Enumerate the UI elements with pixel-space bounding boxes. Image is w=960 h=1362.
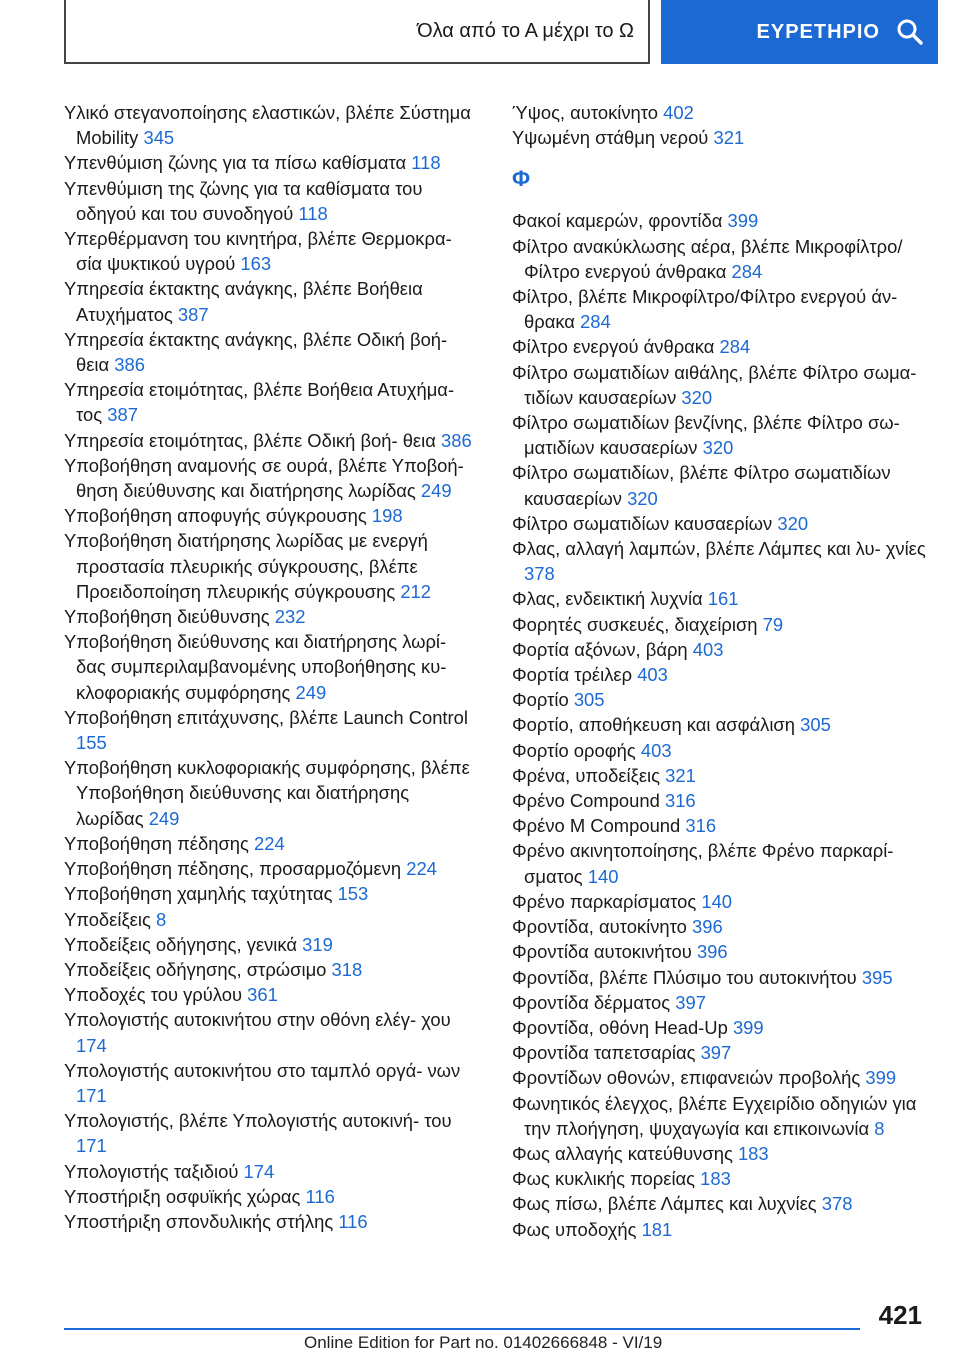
index-entry [512,662,932,687]
index-entry-text: Φρένο ακινητοποίησης, βλέπε Φρένο παρκαρί‐ σματος [512,840,894,887]
index-entry [512,586,932,611]
index-entry [512,410,932,460]
index-entry [64,1184,480,1209]
page-reference-link[interactable]: 249 [295,681,327,703]
index-entry-text: Υποβοήθηση διεύθυνσης [64,606,270,628]
page-reference-link[interactable]: 181 [641,1218,673,1240]
index-entry [512,334,932,359]
page-reference-link[interactable]: 386 [440,429,472,451]
page-reference-link[interactable]: 232 [274,606,306,628]
index-entry-text: Φορτίο, αποθήκευση και ασφάλιση [512,714,795,736]
index-entry [512,612,932,637]
index-entry-text: Φλας, ενδεικτική λυχνία [512,588,703,610]
index-entry-text: Φροντίδα δέρματος [512,991,671,1013]
page-reference-link[interactable]: 118 [411,152,441,174]
section-letter-heading: Φ [512,166,531,192]
search-icon[interactable] [896,18,924,46]
index-entry [64,503,480,528]
index-entry-text: Φλας, αλλαγή λαμπών, βλέπε Λάμπες και λυ‐ χνίες [512,538,926,560]
index-entry-text: Υπηρεσία έκτακτης ανάγκης, βλέπε Βοήθεια Ατυχήματος [64,278,423,325]
index-tab-label: ΕΥΡΕΤΗΡΙΟ [756,20,880,43]
page-reference-link[interactable]: 163 [240,253,272,275]
page-reference-link[interactable]: 249 [148,807,180,829]
index-entry-text: Ύψος, αυτοκίνητο [512,102,659,123]
index-column-left [64,100,480,1234]
page-reference-link[interactable]: 8 [155,908,167,930]
index-entry-text: Υπολογιστής ταξιδιού [64,1160,239,1182]
index-entry [512,687,932,712]
page-reference-link[interactable]: 396 [696,941,728,963]
page-reference-link[interactable]: 320 [681,386,713,408]
index-entry [64,276,480,326]
index-entry [64,428,480,453]
index-entry [512,460,932,510]
page-reference-link[interactable]: 378 [821,1193,853,1215]
page-reference-link[interactable]: 403 [637,664,668,686]
page-number: 421 [878,1300,922,1330]
page-reference-link[interactable]: 249 [420,480,452,502]
index-entry-text: Φρένα, υποδείξεις [512,764,660,786]
page-reference-link[interactable]: 318 [331,958,363,980]
index-entry-text: Φίλτρο σωματιδίων καυσαερίων [512,512,773,534]
index-entry-text: Φως πίσω, βλέπε Λάμπες και λυχνίες [512,1193,817,1215]
index-entry [64,453,480,503]
index-entry [512,360,932,410]
page-reference-link[interactable]: 140 [701,890,733,912]
index-entry [64,881,480,906]
index-entry-text: Φορητές συσκευές, διαχείριση [512,613,758,635]
index-entry-text: Υπολογιστής αυτοκινήτου στην οθόνη ελέγ‐ χου [64,1009,451,1031]
page-reference-link[interactable]: 174 [243,1160,275,1182]
page-reference-link[interactable]: 403 [640,739,672,761]
index-entry-text: Φως αλλαγής κατεύθυνσης [512,1142,733,1164]
index-entry [512,1166,932,1191]
index-entry-text: Φακοί καμερών, φροντίδα [512,210,723,232]
page-reference-link[interactable]: 118 [298,202,328,224]
index-entry [512,965,932,990]
index-entry-text: Φίλτρο σωματιδίων βενζίνης, βλέπε Φίλτρο σω‐ ματιδίων καυσαερίων [512,412,900,459]
index-entry-text: Φωνητικός έλεγχος, βλέπε Εγχειρίδιο οδηγιών για την πλοήγηση, ψυχαγωγία και επικοινωνία [512,1092,917,1139]
page-reference-link[interactable]: 345 [143,127,175,149]
page-reference-link[interactable]: 387 [107,404,138,426]
index-entry-text: Υποβοήθηση αποφυγής σύγκρουσης [64,505,367,527]
page-reference-link[interactable]: 161 [707,588,739,610]
index-entry [64,604,480,629]
index-entry [512,511,932,536]
index-entry [512,234,932,284]
page-reference-link[interactable]: 399 [865,1067,897,1089]
index-entry [64,100,480,150]
page-reference-link[interactable]: 321 [665,764,696,786]
index-entry-text: Υποβοήθηση αναμονής σε ουρά, βλέπε Υποβοή‐ θηση διεύθυνσης και διατήρησης λωρίδας [64,454,464,502]
index-entry [512,763,932,788]
page-reference-link[interactable]: 316 [685,815,717,837]
index-entry [512,1065,932,1090]
page-reference-link[interactable]: 403 [692,638,724,660]
index-entry-text: Υποδείξεις [64,908,151,930]
index-entry [512,1191,932,1216]
page-reference-link[interactable]: 284 [580,311,611,333]
page-reference-link[interactable]: 387 [177,303,209,325]
section-tab-a-to-z[interactable] [64,0,650,64]
index-entry-text: Υποβοήθηση πέδησης [64,832,249,854]
index-entry [64,831,480,856]
page-reference-link[interactable]: 402 [663,102,694,123]
index-entry-text: Φορτίο οροφής [512,739,636,761]
index-entry [64,932,480,957]
index-entry-text: Υπολογιστής αυτοκινήτου στο ταμπλό οργά‐ νων [64,1059,461,1081]
page-reference-link[interactable]: 171 [76,1084,107,1106]
index-entry-text: Φίλτρο σωματιδίων αιθάλης, βλέπε Φίλτρο σωμα‐ τιδίων καυσαερίων [512,361,917,408]
page-reference-link[interactable]: 399 [732,1016,764,1038]
page-reference-link[interactable]: 140 [587,865,619,887]
index-entry [64,982,480,1007]
index-entry-text: Φίλτρο σωματιδίων, βλέπε Φίλτρο σωματιδίων καυσαερίων [512,462,891,509]
index-entry [512,100,932,125]
index-entry [64,856,480,881]
index-entry [512,637,932,662]
index-entry-text: Υποβοήθηση διεύθυνσης και διατήρησης λωρί‐ δας συμπεριλαμβανομένης υποβοήθησης κυ‐ κλοφοριακής συμφόρησης [64,631,447,703]
page-reference-link[interactable]: 316 [664,790,696,812]
index-entry [64,1209,480,1234]
page-reference-link[interactable]: 198 [371,505,403,527]
index-entry-text: Υπηρεσία ετοιμότητας, βλέπε Οδική βοή‐ θεια [64,429,436,451]
footer-edition-text: Online Edition for Part no. 01402666848 - VI/19 [304,1333,663,1352]
index-entry-text: Υλικό στεγανοποίησης ελαστικών, βλέπε Σύστημα Mobility [64,102,471,149]
index-entry-text: Υποδοχές του γρύλου [64,984,243,1006]
index-entry-text: Φρένο παρκαρίσματος [512,890,697,912]
index-entry-text: Φρένο Compound [512,790,660,812]
index-entry [64,755,480,831]
page-reference-link[interactable]: 397 [700,1042,732,1064]
index-entry [512,738,932,763]
page-reference-link[interactable]: 8 [874,1117,885,1139]
page-reference-link[interactable]: 116 [305,1185,335,1207]
index-entry-text: Φρένο M Compound [512,815,681,837]
index-entry [512,1217,932,1242]
index-entry [64,176,480,226]
index-entry-text: Υποβοήθηση κυκλοφοριακής συμφόρησης, βλέπε Υποβοήθηση διεύθυνσης και διατήρησης λωρίδας [64,757,470,829]
index-entry-text: Υπηρεσία έκτακτης ανάγκης, βλέπε Οδική βοή‐ θεια [64,328,448,376]
index-entry-text: Φροντίδα, αυτοκίνητο [512,916,687,938]
index-entry [512,1141,932,1166]
index-entry-text: Υποβοήθηση χαμηλής ταχύτητας [64,883,333,905]
page-reference-link[interactable]: 397 [675,991,706,1013]
index-entry [512,838,932,888]
footer-divider [64,1328,860,1330]
index-entry [64,1108,480,1158]
page-reference-link[interactable]: 183 [700,1168,731,1190]
index-entry [512,1091,932,1141]
page-reference-link[interactable]: 212 [400,580,431,602]
index-entry [64,1159,480,1184]
index-tab[interactable] [661,0,938,64]
index-entry [64,1058,480,1108]
index-entry-text: Υψωμένη στάθμη νερού [512,127,709,149]
page-reference-link[interactable]: 395 [861,966,893,988]
index-entry-text: Υπενθύμιση ζώνης για τα πίσω καθίσματα [64,152,407,174]
index-entry-text: Φροντίδα αυτοκινήτου [512,941,692,963]
page-reference-link[interactable]: 284 [731,260,763,282]
index-entry-text: Φροντίδα, οθόνη Head-Up [512,1016,728,1038]
index-entry-text: Υποστήριξη σπονδυλικής στήλης [64,1210,334,1232]
index-entry [64,150,480,175]
index-column-right [512,100,932,1242]
page-reference-link[interactable]: 116 [338,1210,368,1232]
index-entry [512,813,932,838]
index-entry [64,327,480,377]
index-entry-text: Φως υποδοχής [512,1218,637,1240]
index-entry [64,528,480,604]
index-entry [64,957,480,982]
index-entry-text: Φροντίδων οθονών, επιφανειών προβολής [512,1067,861,1089]
page-reference-link[interactable]: 399 [727,210,759,232]
page-reference-link[interactable]: 79 [762,613,784,635]
index-entry [64,705,480,755]
index-entry [512,536,932,586]
index-entry-text: Φορτία τρέιλερ [512,664,633,686]
page-reference-link[interactable]: 224 [406,858,437,880]
index-entry-text: Φίλτρο ενεργού άνθρακα [512,336,715,358]
index-entry-text: Υποβοήθηση επιτάχυνσης, βλέπε Launch Control [64,706,468,728]
page-reference-link[interactable]: 320 [777,512,809,534]
page-reference-link[interactable]: 321 [713,127,745,149]
index-entry-text: Υποδείξεις οδήγησης, στρώσιμο [64,958,327,980]
index-entry-text: Υποδείξεις οδήγησης, γενικά [64,933,297,955]
index-entry [512,1015,932,1040]
page-reference-link[interactable]: 320 [627,487,658,509]
page-reference-link[interactable]: 224 [254,832,285,854]
index-entry [512,990,932,1015]
index-entry [512,208,932,233]
index-entry-text: Φορτίο [512,689,569,711]
page-reference-link[interactable]: 183 [737,1142,769,1164]
page-reference-link[interactable]: 386 [114,354,145,376]
page-reference-link[interactable]: 378 [524,563,555,585]
index-entry [512,889,932,914]
index-entry [512,125,932,150]
index-entry-text: Φροντίδα, βλέπε Πλύσιμο του αυτοκινήτου [512,966,857,988]
index-entry [64,226,480,276]
page-reference-link[interactable]: 361 [247,984,278,1006]
index-entry-text: Υποβοήθηση πέδησης, προσαρμοζόμενη [64,858,402,880]
index-entry-text: Υποστήριξη οσφυϊκής χώρας [64,1185,301,1207]
index-entry-text: Φίλτρο, βλέπε Μικροφίλτρο/Φίλτρο ενεργού άν‐ θρακα [512,286,898,333]
index-entry-text: Φίλτρο ανακύκλωσης αέρα, βλέπε Μικροφίλτρο/ Φίλτρο ενεργού άνθρακα [512,235,903,282]
page-reference-link[interactable]: 171 [76,1135,107,1157]
index-entry [64,907,480,932]
page-reference-link[interactable]: 155 [76,732,107,754]
index-entry [512,788,932,813]
index-entry [512,914,932,939]
index-entry [512,1040,932,1065]
page-reference-link[interactable]: 284 [719,336,751,358]
index-entry [64,377,480,427]
page-reference-link[interactable]: 305 [573,689,605,711]
index-entry [512,939,932,964]
index-entry [64,629,480,705]
index-entry [512,712,932,737]
page-reference-link[interactable]: 153 [337,883,369,905]
page-reference-link[interactable]: 305 [800,714,831,736]
page-reference-link[interactable]: 396 [691,916,723,938]
index-entry [512,284,932,334]
section-tab-label: Όλα από το Α μέχρι το Ω [417,19,634,42]
index-entry-text: Φως κυκλικής πορείας [512,1168,696,1190]
index-entry-text: Υπερθέρμανση του κινητήρα, βλέπε Θερμοκρα‐ σία ψυκτικού υγρού [64,228,452,275]
index-entry-text: Υπολογιστής, βλέπε Υπολογιστής αυτοκινή‐ του [64,1110,452,1132]
page-reference-link[interactable]: 320 [702,437,734,459]
index-entry-text: Υπενθύμιση της ζώνης για τα καθίσματα του οδηγού και του συνοδηγού [64,177,423,224]
index-entry-text: Φροντίδα ταπετσαρίας [512,1042,696,1064]
index-entry-text: Φορτία αξόνων, βάρη [512,638,688,660]
page-reference-link[interactable]: 319 [302,933,333,955]
page-reference-link[interactable]: 174 [76,1034,107,1056]
index-entry-text: Υπηρεσία ετοιμότητας, βλέπε Βοήθεια Ατυχήμα‐ τος [64,379,455,426]
index-entry-text: Υποβοήθηση διατήρησης λωρίδας με ενεργή προστασία πλευρικής σύγκρουσης, βλέπε Προειδοποίηση πλευρικής σύγκρουσης [64,530,428,602]
index-entry [64,1007,480,1057]
